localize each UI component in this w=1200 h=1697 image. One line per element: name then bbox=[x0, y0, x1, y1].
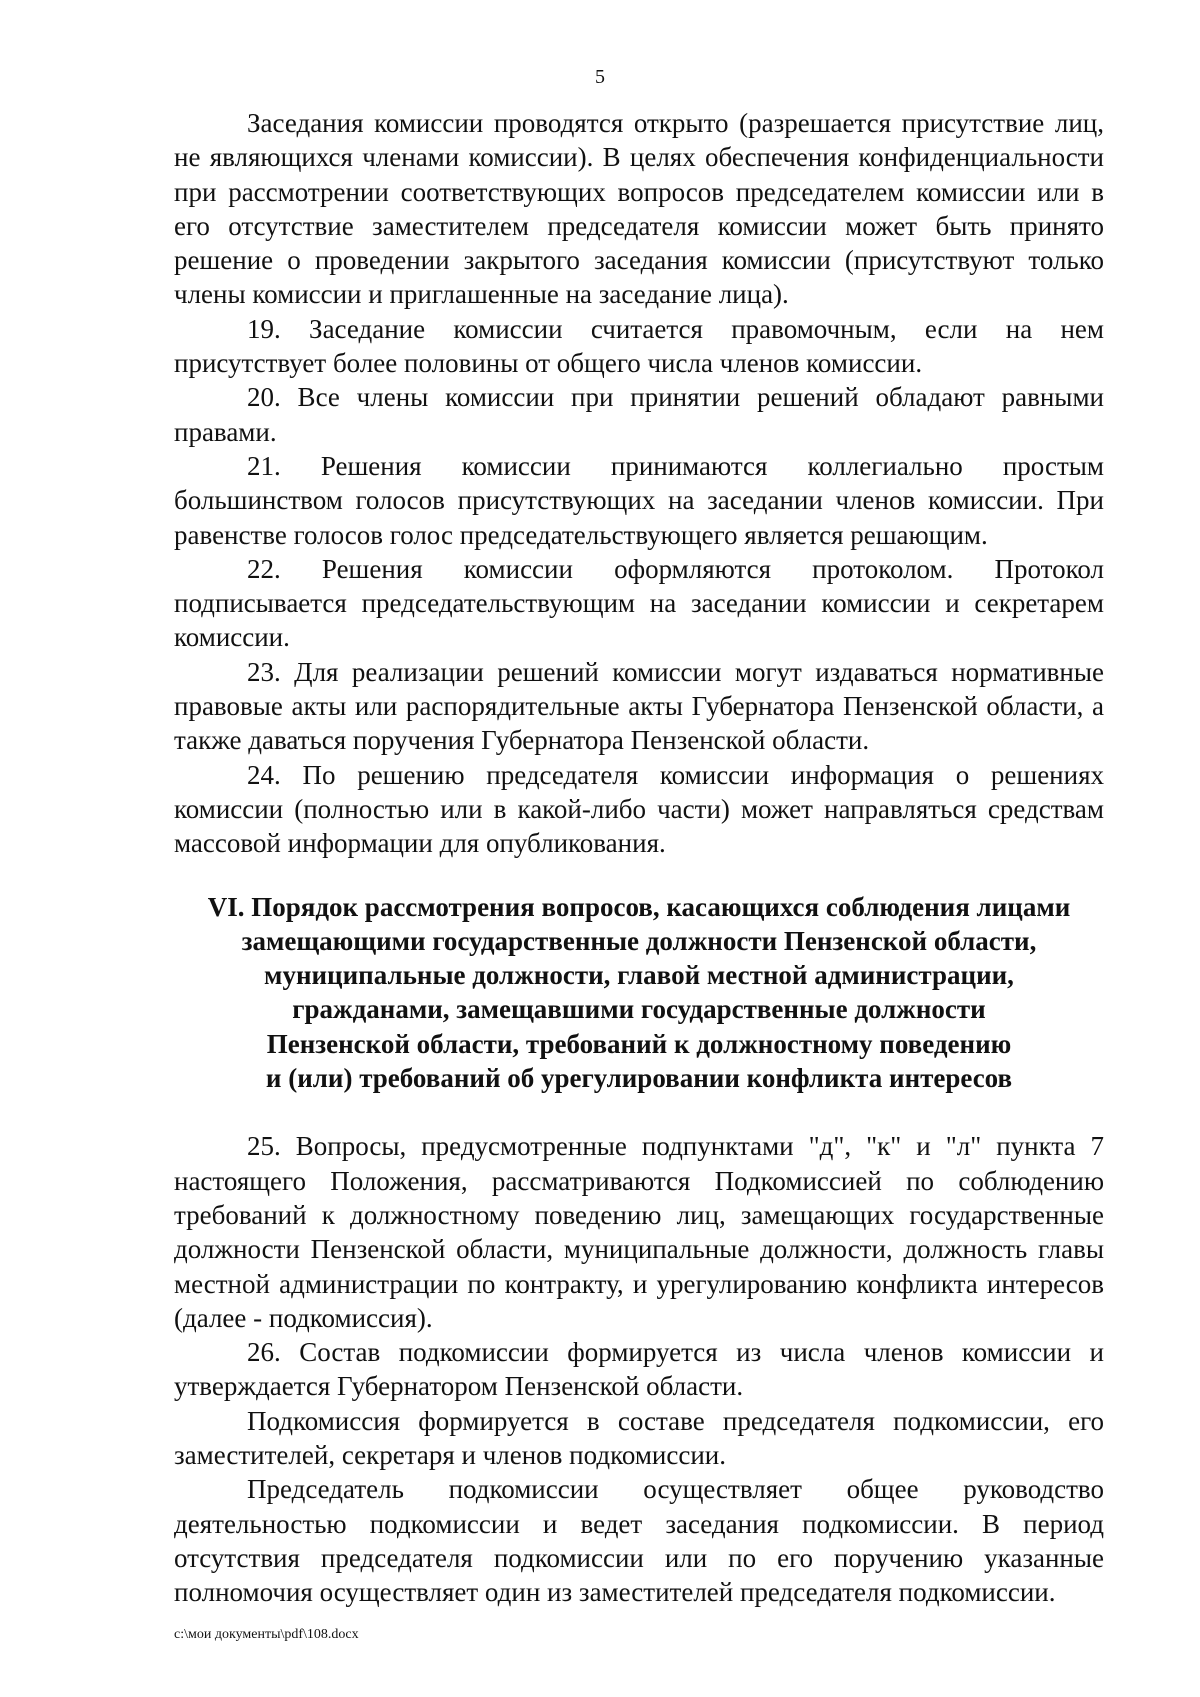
paragraph-open-sessions: Заседания комиссии проводятся открыто (разрешается присутствие лиц, не являющихся членами комиссии). В целях обеспечения конфиденциальности при рассмотрении соответствующих вопросов председателем комиссии или в его отсутствие заместителем председателя комиссии может быть принято решение о проведении закрытого заседания комиссии (присутствуют только члены комиссии и приглашенные на заседание лица). bbox=[174, 108, 1104, 310]
paragraph-23: 23. Для реализации решений комиссии могут издаваться нормативные правовые акты или распорядительные акты Губернатора Пензенской области, а также даваться поручения Губернатора Пензенской области. bbox=[174, 656, 1104, 756]
heading-line: гражданами, замещавшими государственные должности bbox=[292, 994, 986, 1025]
paragraph-19: 19. Заседание комиссии считается правомочным, если на нем присутствует более половины от общего числа членов комиссии. bbox=[174, 313, 1104, 379]
paragraph-subcommission-composition: Подкомиссия формируется в составе председателя подкомиссии, его заместителей, секретаря и членов подкомиссии. bbox=[174, 1405, 1104, 1470]
page-number: 5 bbox=[595, 66, 605, 88]
heading-line: замещающими государственные должности Пензенской области, bbox=[241, 925, 1037, 956]
heading-line: муниципальные должности, главой местной администрации, bbox=[264, 960, 1014, 991]
heading-line: VI. Порядок рассмотрения вопросов, касающихся соблюдения лицами bbox=[207, 891, 1071, 922]
paragraph-subcommission-chair: Председатель подкомиссии осуществляет общее руководство деятельностью подкомиссии и ведет заседания подкомиссии. В период отсутствия председателя подкомиссии или по его поручению указанные полномочия осуществляет один из заместителей председателя подкомиссии. bbox=[174, 1474, 1104, 1608]
paragraph-20: 20. Все члены комиссии при принятии решений обладают равными правами. bbox=[174, 382, 1104, 447]
footer-file-path: c:\мои документы\pdf\108.docx bbox=[174, 1627, 359, 1642]
document-body bbox=[174, 106, 1104, 1609]
heading-line: и (или) требований об урегулировании конфликта интересов bbox=[265, 1063, 1013, 1094]
paragraph-25: 25. Вопросы, предусмотренные подпунктами "д", "к" и "л" пункта 7 настоящего Положения, рассматриваются Подкомиссией по соблюдению требований к должностному поведению лиц, замещающих государственные должности Пензенской области, муниципальные должности, должность главы местной администрации по контракту, и урегулированию конфликта интересов (далее - подкомиссия). bbox=[174, 1131, 1104, 1333]
paragraph-22: 22. Решения комиссии оформляются протоколом. Протокол подписывается председательствующим на заседании комиссии и секретарем комиссии. bbox=[174, 553, 1104, 653]
section-heading bbox=[174, 890, 1104, 1096]
heading-line: Пензенской области, требований к должностному поведению bbox=[266, 1028, 1012, 1059]
paragraph-21: 21. Решения комиссии принимаются коллегиально простым большинством голосов присутствующих на заседании членов комиссии. При равенстве голосов голос председательствующего является решающим. bbox=[174, 450, 1104, 550]
section-spacer bbox=[174, 1095, 1104, 1129]
paragraph-24: 24. По решению председателя комиссии информация о решениях комиссии (полностью или в какой-либо части) может направляться средствам массовой информации для опубликования. bbox=[174, 759, 1104, 859]
paragraph-26: 26. Состав подкомиссии формируется из числа членов комиссии и утверждается Губернатором Пензенской области. bbox=[174, 1337, 1104, 1402]
